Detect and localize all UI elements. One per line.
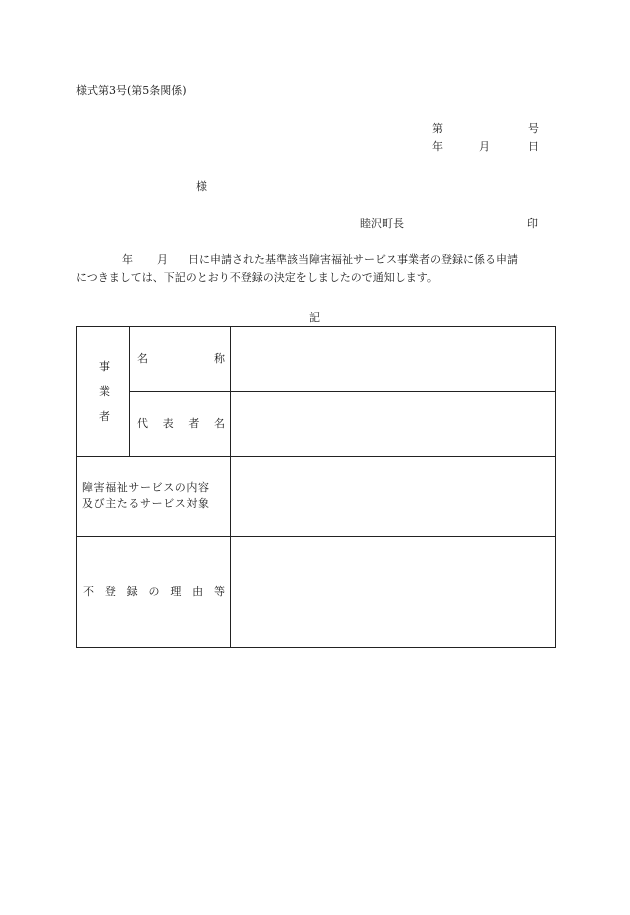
service-label-line2: 及び主たるサービス対象 <box>82 497 210 510</box>
reason-label-char-6: 由 <box>192 585 204 598</box>
name-label <box>137 352 225 366</box>
name-label-char-2: 称 <box>214 352 225 365</box>
issuer-title: 睦沢町長 <box>360 217 404 230</box>
representative-label-char-3: 者 <box>188 417 200 430</box>
operator-label-1: 事 <box>99 360 110 373</box>
name-value-cell <box>231 327 556 391</box>
notice-body-line1 <box>76 251 558 269</box>
date-day-label: 日 <box>528 140 539 153</box>
notice-body <box>76 251 558 287</box>
notice-body-line2: につきましては、下記のとおり不登録の決定をしましたので通知します。 <box>76 271 438 284</box>
form-number: 様式第3号(第5条関係) <box>76 84 187 97</box>
reason-label-char-3: 録 <box>126 585 138 598</box>
body-year-label: 年 <box>122 253 133 266</box>
document-number-dai: 第 <box>432 122 443 135</box>
seal-mark: 印 <box>527 217 538 230</box>
date-year-label: 年 <box>432 140 443 153</box>
operator-label-2: 業 <box>99 385 110 398</box>
body-line1-text: 日に申請された基準該当障害福祉サービス事業者の登録に係る申請 <box>188 253 518 266</box>
reason-label <box>83 585 225 599</box>
representative-label-char-2: 表 <box>162 417 174 430</box>
document-number-go: 号 <box>528 122 539 135</box>
date-month-label: 月 <box>479 140 490 153</box>
representative-label-char-4: 名 <box>213 417 225 430</box>
ki-heading: 記 <box>309 311 320 324</box>
registration-table <box>76 326 556 648</box>
reason-label-char-2: 登 <box>104 585 116 598</box>
representative-value-cell <box>231 392 556 456</box>
representative-label <box>137 417 225 431</box>
addressee-suffix: 様 <box>196 180 207 193</box>
reason-label-char-1: 不 <box>83 585 94 598</box>
representative-label-char-1: 代 <box>137 417 148 430</box>
reason-label-char-4: の <box>148 585 160 598</box>
reason-label-char-7: 等 <box>213 585 225 598</box>
reason-value-cell <box>231 537 556 648</box>
service-value-cell <box>231 457 556 536</box>
service-label-line1: 障害福祉サービスの内容 <box>82 481 210 494</box>
name-label-char-1: 名 <box>137 352 148 365</box>
reason-label-char-5: 理 <box>170 585 182 598</box>
body-month-label: 月 <box>157 253 168 266</box>
operator-label-3: 者 <box>99 410 110 423</box>
